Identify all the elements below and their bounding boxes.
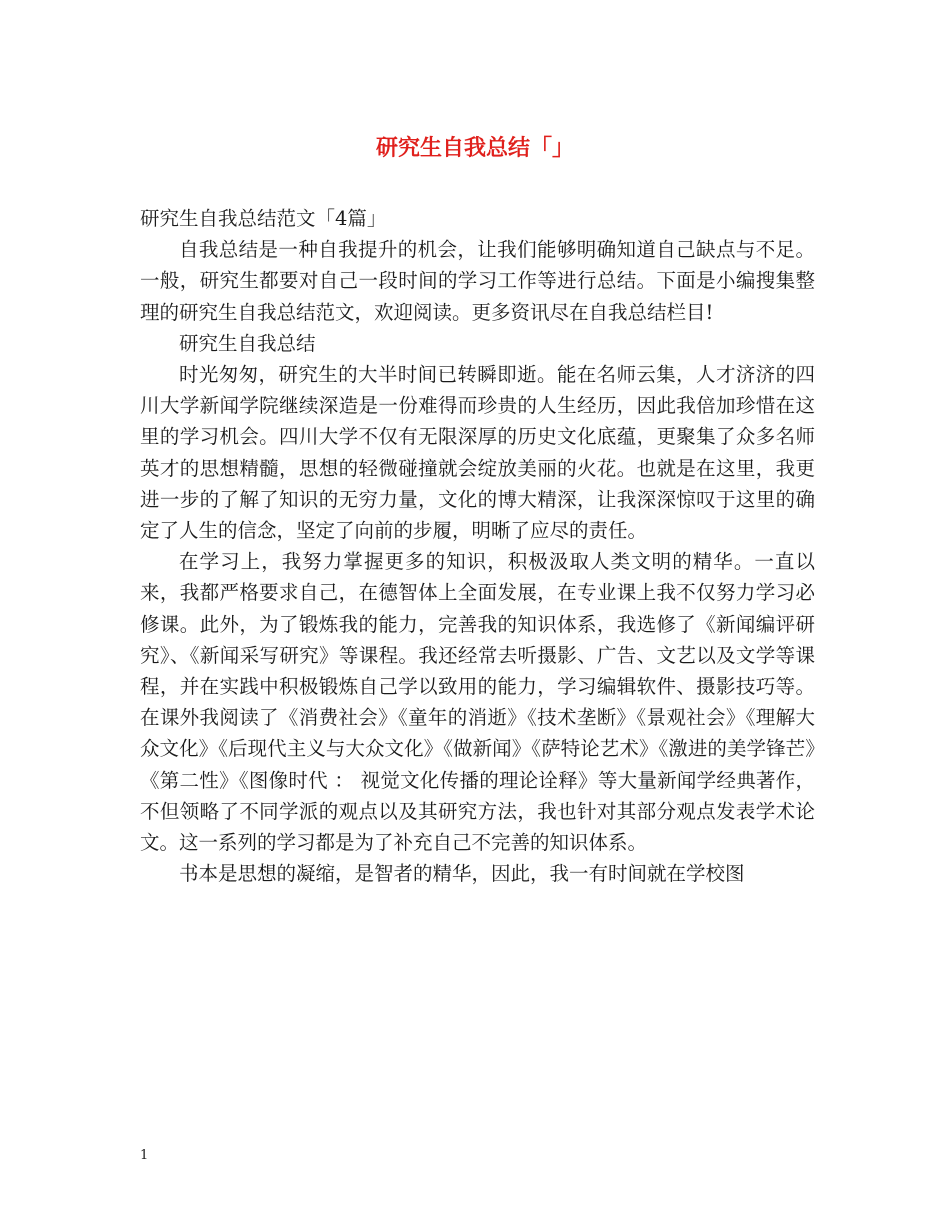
body-paragraph: 书本是思想的凝缩，是智者的精华，因此，我一有时间就在学校图 xyxy=(179,862,745,886)
subtitle-paragraph: 研究生自我总结范文「4篇」 xyxy=(140,207,387,230)
document-title: 研究生自我总结「」 xyxy=(375,135,574,161)
body-paragraph: 在学习上，我努力掌握更多的知识，积极汲取人类文明的精华。一直以来，我都严格要求自己，在德智体上全面发展，在专业课上我不仅努力学习必修课。此外，为了锻炼我的能力，完善我的知识体系，我选修了《新闻编评研究》、《新闻采写研究》等课程。我还经常去听摄影、广告、文艺以及文学等课程，并在实践中积极锻炼自己学以致用的能力，学习编辑软件、摄影技巧等。在课外我阅读了《消费社会》《童年的消逝》《技术垄断》《景观社会》《理解大众文化》《后现代主义与大众文化》《做新闻》《萨特论艺术》《激进的美学锋芒》《第二性》《图像时代 ： 视觉文化传播的理论诠释》等大量新闻学经典著作，不但领略了不同学派的观点以及其研究方法，我也针对其部分观点发表学术论文。这一系列的学习都是为了补充自己不完善的知识体系。 xyxy=(140,550,815,855)
body-paragraph: 时光匆匆，研究生的大半时间已转瞬即逝。能在名师云集，人才济济的四川大学新闻学院继续深造是一份难得而珍贵的人生经历，因此我倍加珍惜在这里的学习机会。四川大学不仅有无限深厚的历史文化底蕴，更聚集了众多名师英才的思想精髓，思想的轻微碰撞就会绽放美丽的火花。也就是在这里，我更进一步的了解了知识的无穷力量，文化的博大精深，让我深深惊叹于这里的确定了人生的信念，坚定了向前的步履，明晰了应尽的责任。 xyxy=(140,363,815,543)
page-number: 1 xyxy=(140,1148,149,1163)
intro-paragraph: 自我总结是一种自我提升的机会，让我们能够明确知道自己缺点与不足。一般，研究生都要对自己一段时间的学习工作等进行总结。下面是小编搜集整理的研究生自我总结范文，欢迎阅读。更多资讯尽在自我总结栏目! xyxy=(140,238,815,324)
document-body xyxy=(140,203,815,889)
section-heading: 研究生自我总结 xyxy=(179,331,316,355)
